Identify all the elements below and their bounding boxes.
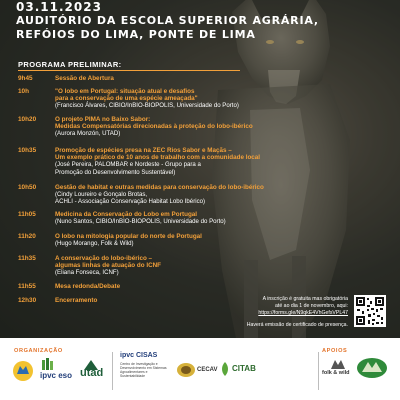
program-item-time: 10h35 [18, 147, 37, 154]
program-item-title: Sessão de Abertura [55, 75, 114, 82]
program-item-speaker: (Francisco Álvares, CIBIO/InBIO-BIOPOLIS, Universidade do Porto) [55, 102, 239, 110]
program-item-details [55, 184, 305, 206]
qr-code-icon[interactable] [354, 295, 386, 327]
cecav-mark-icon [176, 362, 196, 378]
registration-line-2: até ao dia 1 de novembro, aqui: [275, 302, 348, 309]
program-item-title: Medicina da Conservação do Lobo em Portugal [55, 211, 198, 218]
folk-wild-mark-icon [330, 358, 346, 370]
poster-header [16, 0, 319, 42]
citab-mark-icon [220, 362, 230, 376]
program-item-details [55, 88, 305, 110]
ipvc-eso-mark-icon [42, 358, 56, 370]
program-item-title: Encerramento [55, 297, 98, 304]
achli-logo-icon [356, 356, 388, 380]
program-item-details [55, 283, 305, 290]
program-item-time: 11h20 [18, 233, 36, 240]
program-item-speaker: (Eliana Fonseca, ICNF) [55, 269, 119, 277]
program-title: PROGRAMA PRELIMINAR: [18, 60, 122, 69]
program-item-details [55, 147, 305, 176]
venue-line-1: AUDITÓRIO DA ESCOLA SUPERIOR AGRÁRIA, [16, 14, 319, 27]
ipvc-eso-logo: ipvc eso [40, 371, 73, 380]
program-item-speaker: (Cindy Loureiro e Gonçalo Brotas, ACHLI - Associação Conservação Habitat Lobo Ibérico) [55, 191, 206, 206]
program-item-title: O projeto PIMA no Baixo Sabor: Medidas Compensatórias direcionadas à proteção do lobo-ibérico [55, 116, 253, 131]
apoios-label: APOIOS [322, 348, 348, 354]
registration-note [226, 296, 348, 316]
program-item-time: 11h55 [18, 283, 36, 290]
program-item-time: 9h45 [18, 75, 33, 82]
program-item-time: 10h50 [18, 184, 37, 191]
program-item-time: 10h [18, 88, 30, 95]
program-item-title: "O lobo em Portugal: situação atual e desafios para a conservação de uma espécie ameaçada" [55, 88, 198, 103]
program-item-time: 10h20 [18, 116, 37, 123]
program-item-speaker: (Aurora Monzón, UTAD) [55, 130, 121, 138]
program-item-title: Mesa redonda/Debate [55, 283, 121, 290]
program-item-title: Promoção de espécies presa na ZEC Rios Sabor e Maçãs – Um exemplo prático de 10 anos de trabalho com a comunidade local [55, 147, 261, 162]
program-item-time: 11h05 [18, 211, 36, 218]
logo-separator [112, 352, 113, 390]
program-item-details [55, 211, 305, 225]
program-item-details [55, 116, 305, 138]
registration-line-1: A inscrição é gratuita mas obrigatória [262, 296, 348, 302]
cisas-description: Centro de Investigação e Desenvolvimento em Sistemas Agroalimentares e Sustentabilidade [120, 362, 167, 378]
venue-line-2: REFÓIOS DO LIMA, PONTE DE LIMA [16, 28, 256, 41]
organizacao-label: ORGANIZAÇÃO [14, 348, 63, 354]
program-item-details [55, 75, 305, 82]
program-item-title: Gestão de habitat e outras medidas para conservação do lobo-ibérico [55, 184, 264, 191]
program-item-speaker: (José Pereira, PALOMBAR e Nordeste - Grupo para a Promoção do Desenvolvimento Sustentável) [55, 161, 201, 176]
folk-wild-logo: folk & wild [322, 370, 350, 376]
program-item-time: 11h35 [18, 255, 36, 262]
logo-separator [318, 352, 319, 390]
program-item-time: 12h30 [18, 297, 37, 304]
event-date: 03.11.2023 [16, 0, 102, 14]
program-item-details [55, 255, 305, 277]
program-item-details [55, 233, 305, 247]
ipvc-cisas-logo: ipvc CISAS [120, 352, 158, 359]
registration-link[interactable]: https://forms.gle/N9qkE4VhGefsVPL47 [258, 309, 348, 316]
cecav-logo: CECAV [197, 367, 218, 373]
program-item-speaker: (Nuno Santos, CIBIO/InBIO-BIOPOLIS, Universidade do Porto) [55, 218, 226, 226]
program-divider [18, 70, 240, 71]
citab-logo: CITAB [232, 364, 256, 373]
certificate-note: Haverá emissão de certificado de presença. [246, 322, 348, 328]
wolf-emblem-logo-icon [12, 360, 34, 382]
program-item-speaker: (Hugo Morango, Folk & Wild) [55, 240, 134, 248]
program-item-title: O lobo na mitologia popular do norte de Portugal [55, 233, 202, 240]
utad-logo: utad [80, 367, 104, 379]
program-item-title: A conservação do lobo-ibérico – algumas linhas de atuação do ICNF [55, 255, 162, 270]
